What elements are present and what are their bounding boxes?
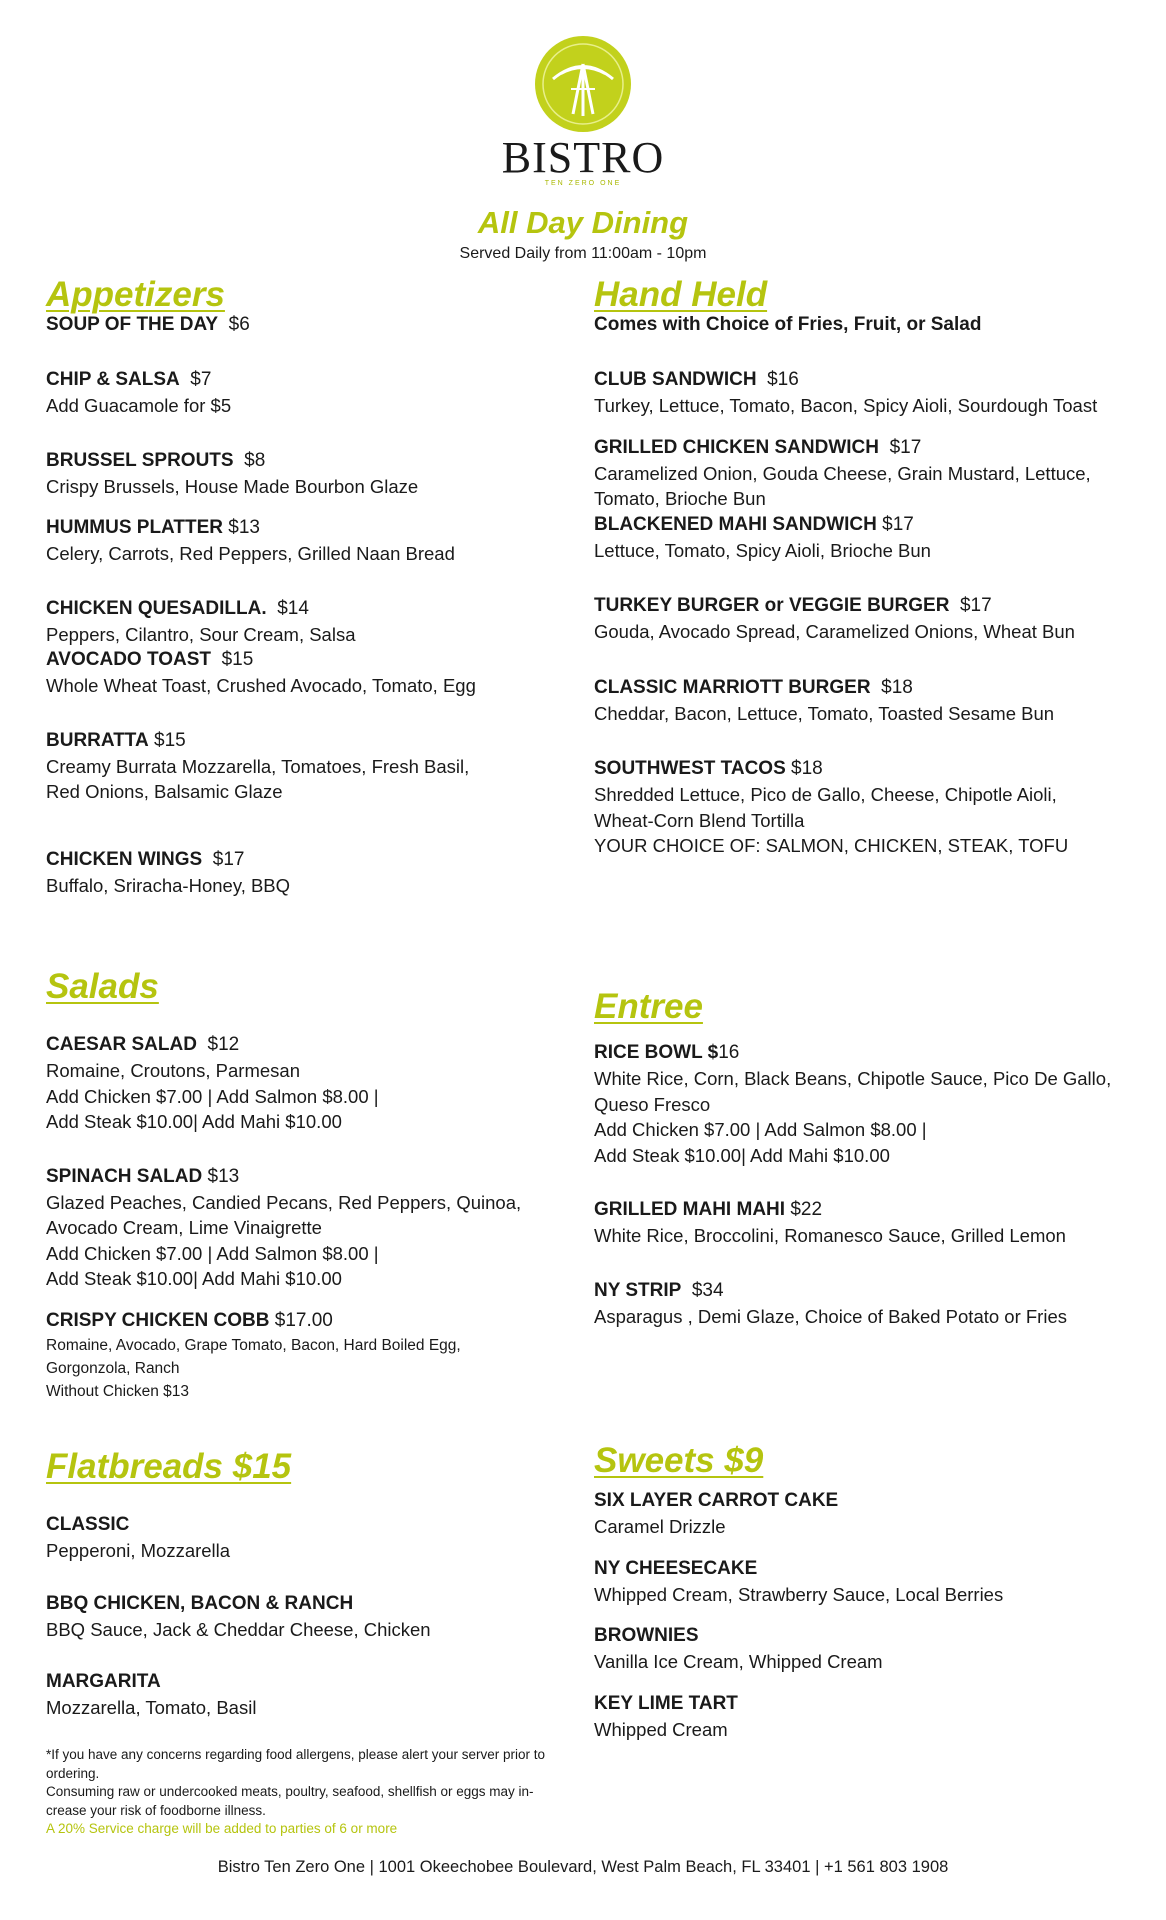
item-price: $8	[244, 449, 266, 471]
menu-item	[46, 647, 576, 699]
item-description: Shredded Lettuce, Pico de Gallo, Cheese, Chipotle Aioli,	[594, 784, 1057, 805]
item-description: Without Chicken $13	[46, 1382, 190, 1400]
section-salads	[46, 966, 576, 1403]
item-description: Add Steak $10.00| Add Mahi $10.00	[46, 1111, 342, 1132]
item-description: Gorgonzola, Ranch	[46, 1359, 180, 1377]
item-price: $18	[791, 758, 823, 779]
section-appetizers	[46, 274, 576, 898]
menu-item	[46, 1669, 576, 1721]
item-description: White Rice, Corn, Black Beans, Chipotle Sauce, Pico De Gallo,	[594, 1068, 1112, 1089]
item-price: $17	[959, 595, 992, 616]
item-description: Mozzarella, Tomato, Basil	[46, 1697, 257, 1718]
menu-item	[594, 435, 1124, 512]
menu-item	[594, 1040, 1124, 1168]
menu-item	[594, 675, 1124, 727]
menu-item	[46, 312, 576, 338]
item-name: CLASSIC	[46, 1514, 130, 1535]
logo-emblem-icon	[533, 34, 633, 134]
item-name: GRILLED CHICKEN SANDWICH	[594, 436, 879, 458]
item-name: CAESAR SALAD	[46, 1034, 197, 1055]
item-description: Add Steak $10.00| Add Mahi $10.00	[594, 1144, 890, 1166]
item-price: $15	[221, 649, 254, 670]
menu-item	[46, 596, 576, 648]
menu-item	[594, 593, 1124, 645]
item-name: BBQ CHICKEN, BACON & RANCH	[46, 1592, 354, 1614]
item-name: CHIP & SALSA	[46, 369, 180, 390]
item-name: CLASSIC MARRIOTT BURGER	[594, 676, 871, 698]
item-price: $22	[790, 1199, 823, 1220]
item-name: SIX LAYER CARROT CAKE	[594, 1490, 839, 1511]
menu-item	[46, 728, 576, 805]
section-title: Flatbreads $15	[46, 1447, 292, 1486]
item-description: Gouda, Avocado Spread, Caramelized Onions, Wheat Bun	[594, 621, 1075, 642]
item-name: BROWNIES	[594, 1625, 699, 1646]
item-name: CLUB SANDWICH	[594, 369, 757, 390]
menu-item	[594, 1623, 1124, 1675]
item-name: AVOCADO TOAST	[46, 649, 212, 670]
item-description: Cheddar, Bacon, Lettuce, Tomato, Toasted Sesame Bun	[594, 702, 1055, 724]
item-name: SOUP OF THE DAY	[46, 314, 219, 335]
item-price: $13	[228, 517, 260, 538]
menu-item	[594, 512, 1124, 564]
item-description: Caramelized Onion, Gouda Cheese, Grain Mustard, Lettuce,	[594, 462, 1091, 484]
item-price: $17	[212, 848, 245, 870]
allergen-notice-cont: ordering.	[46, 1765, 100, 1781]
footnotes	[46, 1746, 581, 1839]
item-name: SPINACH SALAD	[46, 1165, 203, 1187]
brand-tagline: TEN ZERO ONE	[544, 180, 622, 187]
item-description: Caramel Drizzle	[594, 1516, 726, 1537]
item-description: Creamy Burrata Mozzarella, Tomatoes, Fresh Basil,	[46, 755, 470, 777]
section-title: Sweets $9	[594, 1441, 764, 1480]
service-hours: Served Daily from 11:00am - 10pm	[459, 245, 707, 262]
item-description: White Rice, Broccolini, Romanesco Sauce, Grilled Lemon	[594, 1225, 1066, 1246]
menu-header	[0, 34, 1166, 263]
item-price: $18	[881, 676, 913, 698]
item-name: GRILLED MAHI MAHI	[594, 1199, 786, 1220]
item-name: NY STRIP	[594, 1279, 682, 1301]
item-name: KEY LIME TART	[594, 1692, 738, 1714]
menu-item	[594, 1556, 1124, 1608]
section-title: Salads	[46, 967, 159, 1006]
item-name: MARGARITA	[46, 1671, 161, 1692]
item-price: $34	[691, 1279, 724, 1301]
item-description: BBQ Sauce, Jack & Cheddar Cheese, Chicken	[46, 1618, 431, 1640]
menu-item	[46, 448, 576, 500]
item-description: Tomato, Brioche Bun	[594, 488, 766, 509]
item-description: Pepperoni, Mozzarella	[46, 1540, 231, 1561]
item-name: CHICKEN WINGS	[46, 848, 203, 870]
section-entree	[594, 986, 1124, 1329]
item-description: Add Chicken $7.00 | Add Salmon $8.00 |	[46, 1085, 379, 1107]
section-title: Entree	[594, 987, 703, 1026]
page-title: All Day Dining	[477, 205, 689, 240]
section-title: Hand Held	[594, 275, 768, 314]
menu-item	[594, 1197, 1124, 1249]
menu-item	[46, 847, 576, 899]
item-description: Whole Wheat Toast, Crushed Avocado, Tomato, Egg	[46, 675, 476, 696]
menu-item	[594, 367, 1124, 419]
item-name: BLACKENED MAHI SANDWICH	[594, 513, 877, 535]
item-description: Romaine, Avocado, Grape Tomato, Bacon, Hard Boiled Egg,	[46, 1336, 461, 1354]
item-name: BRUSSEL SPROUTS	[46, 449, 234, 471]
item-price: $15	[154, 729, 186, 751]
section-flatbreads	[46, 1446, 576, 1721]
raw-food-notice: Consuming raw or undercooked meats, poultry, seafood, shellfish or eggs may in-	[46, 1784, 534, 1799]
menu-item	[46, 1032, 576, 1135]
section-hand-held	[594, 274, 1124, 859]
item-price: $12	[207, 1034, 240, 1055]
item-description: Lettuce, Tomato, Spicy Aioli, Brioche Bun	[594, 539, 931, 561]
item-price: $16	[767, 369, 799, 390]
item-price: $17	[882, 513, 914, 535]
item-description: Vanilla Ice Cream, Whipped Cream	[594, 1651, 883, 1672]
menu-item	[594, 756, 1124, 859]
section-intro: Comes with Choice of Fries, Fruit, or Salad	[594, 314, 982, 335]
menu-item	[594, 1691, 1124, 1743]
item-description: Add Chicken $7.00 | Add Salmon $8.00 |	[594, 1119, 927, 1140]
item-name: CHICKEN QUESADILLA.	[46, 597, 267, 619]
menu-item	[594, 1278, 1124, 1330]
item-description: Queso Fresco	[594, 1093, 711, 1115]
item-price: $7	[190, 369, 212, 390]
brand-name: BISTRO	[501, 133, 665, 182]
item-description: Whipped Cream, Strawberry Sauce, Local Berries	[594, 1583, 1004, 1605]
item-price: 16	[718, 1042, 740, 1063]
allergen-notice: *If you have any concerns regarding food allergens, please alert your server prior to	[46, 1747, 546, 1762]
item-description: Add Steak $10.00| Add Mahi $10.00	[46, 1268, 342, 1289]
item-description: Crispy Brussels, House Made Bourbon Glaze	[46, 475, 419, 497]
item-description: Red Onions, Balsamic Glaze	[46, 781, 283, 802]
item-description: Add Chicken $7.00 | Add Salmon $8.00 |	[46, 1242, 379, 1264]
item-description: Wheat-Corn Blend Tortilla	[594, 809, 805, 831]
item-price: $17	[889, 436, 922, 458]
item-description: Add Guacamole for $5	[46, 395, 232, 416]
item-name: BURRATTA	[46, 729, 149, 751]
item-description: Romaine, Croutons, Parmesan	[46, 1060, 300, 1081]
item-price: $17.00	[274, 1309, 333, 1331]
menu-item	[46, 367, 576, 419]
item-description: Peppers, Cilantro, Sour Cream, Salsa	[46, 623, 356, 645]
item-name: CRISPY CHICKEN COBB	[46, 1309, 270, 1331]
item-description: Avocado Cream, Lime Vinaigrette	[46, 1217, 322, 1238]
menu-item	[46, 515, 576, 567]
item-name: NY CHEESECAKE	[594, 1557, 758, 1579]
service-charge-notice: A 20% Service charge will be added to parties of 6 or more	[46, 1821, 398, 1836]
item-description: Turkey, Lettuce, Tomato, Bacon, Spicy Aioli, Sourdough Toast	[594, 395, 1098, 416]
item-price: $14	[277, 597, 309, 619]
menu-item	[594, 1488, 1124, 1540]
raw-food-notice-cont: crease your risk of foodborne illness.	[46, 1802, 266, 1818]
menu-item	[46, 1308, 576, 1403]
item-name: HUMMUS PLATTER	[46, 517, 223, 538]
item-description: Celery, Carrots, Red Peppers, Grilled Naan Bread	[46, 543, 455, 564]
item-name: TURKEY BURGER or VEGGIE BURGER	[594, 595, 950, 616]
footer-address: Bistro Ten Zero One | 1001 Okeechobee Boulevard, West Palm Beach, FL 33401 | +1 561 803 1908	[217, 1858, 949, 1876]
section-title: Appetizers	[46, 275, 225, 314]
item-description: Whipped Cream	[594, 1718, 728, 1740]
item-price: $6	[228, 314, 250, 335]
item-description: Buffalo, Sriracha-Honey, BBQ	[46, 874, 291, 896]
menu-item	[46, 1164, 576, 1292]
item-description: Glazed Peaches, Candied Pecans, Red Peppers, Quinoa,	[46, 1191, 522, 1213]
item-price: $13	[207, 1165, 240, 1187]
menu-item	[46, 1591, 576, 1643]
bistro-logo	[498, 34, 668, 187]
item-name: SOUTHWEST TACOS	[594, 758, 786, 779]
menu-item	[46, 1512, 576, 1564]
item-description: Asparagus , Demi Glaze, Choice of Baked Potato or Fries	[594, 1305, 1067, 1327]
section-sweets	[594, 1440, 1124, 1742]
item-description: YOUR CHOICE OF: SALMON, CHICKEN, STEAK, TOFU	[594, 835, 1069, 856]
item-name: RICE BOWL $	[594, 1042, 719, 1063]
